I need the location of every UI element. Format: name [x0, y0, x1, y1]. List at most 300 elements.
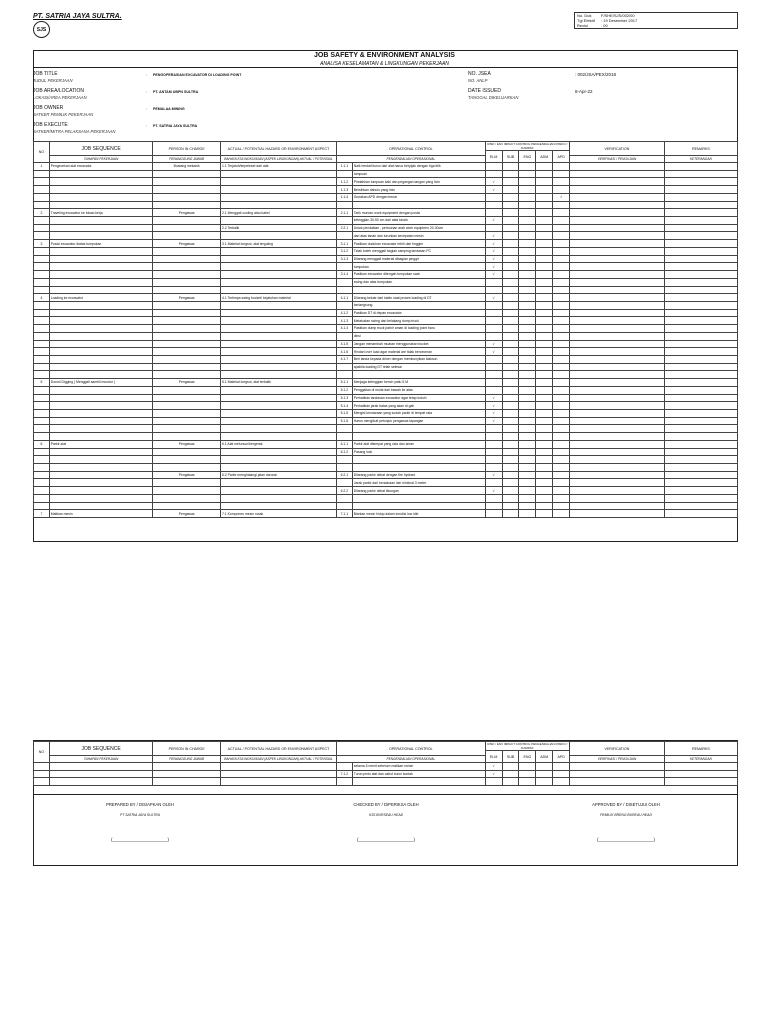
operational-control-cell: tumpukan [352, 263, 485, 271]
table-row [34, 487, 738, 495]
person-in-charge-cell [153, 433, 221, 441]
person-in-charge-cell [153, 425, 221, 433]
verification-cell [570, 271, 665, 279]
risk-mark-apd [553, 417, 570, 425]
risk-mark-apd [553, 217, 570, 225]
person-in-charge-cell [153, 371, 221, 379]
risk-mark-sub [502, 209, 519, 217]
control-number-cell [336, 763, 352, 771]
verification-cell [570, 209, 665, 217]
risk-mark-eng [519, 417, 536, 425]
hazard-cell [220, 402, 336, 410]
risk-mark-eng [519, 410, 536, 418]
row-number [34, 763, 50, 771]
header-risk-control: RISK / ENV IMPACT CONTROL PENGENDALIAN RISIKO / DAMPAK [485, 142, 569, 151]
risk-mark-eng [519, 348, 536, 356]
control-number-cell: 3.1.2 [336, 247, 352, 255]
row-number [34, 471, 50, 479]
risk-mark-adm [536, 232, 553, 240]
risk-mark-sub [502, 502, 519, 510]
verification-cell [570, 247, 665, 255]
risk-mark-adm [536, 271, 553, 279]
table-row [34, 425, 738, 433]
company-logo: SJS [33, 21, 50, 38]
hazard-cell [220, 479, 336, 487]
control-number-cell: 7.1.2 [336, 770, 352, 778]
jsea-number-label: NO. JSEA [468, 71, 491, 77]
risk-mark-eng [519, 178, 536, 186]
person-in-charge-cell [153, 340, 221, 348]
control-number-cell: 6.2.2 [336, 487, 352, 495]
hazard-cell [220, 433, 336, 441]
risk-mark-adm [536, 502, 553, 510]
hazard-cell [220, 278, 336, 286]
risk-mark-sub [502, 224, 519, 232]
control-number-cell [336, 363, 352, 371]
control-number-cell [336, 502, 352, 510]
verification-cell [570, 440, 665, 448]
operational-control-cell: dari atas tanah dan turunkan kecepatan mesin [352, 232, 485, 240]
remarks-cell [664, 487, 737, 495]
risk-mark-sub [502, 479, 519, 487]
risk-mark-sub [502, 271, 519, 279]
person-in-charge-cell [153, 186, 221, 194]
row-number [34, 363, 50, 371]
risk-mark-apd [553, 170, 570, 178]
risk-mark-apd [553, 394, 570, 402]
colon: : [146, 89, 148, 94]
doc-code-value: F/SHE/SJS/002/00 [601, 13, 635, 18]
risk-mark-elm: √ [485, 340, 502, 348]
checked-by-label: CHECKED BY / DIPERIKSA OLEH [353, 802, 419, 807]
risk-mark-apd [553, 247, 570, 255]
job-sequence-cell [49, 178, 153, 186]
remarks-cell [664, 232, 737, 240]
row-number: 1 [34, 163, 50, 171]
risk-mark-apd [553, 317, 570, 325]
control-number-cell [336, 425, 352, 433]
risk-mark-elm [485, 510, 502, 518]
control-number-cell: 1.1.1 [336, 163, 352, 171]
risk-mark-adm [536, 456, 553, 464]
risk-mark-adm [536, 255, 553, 263]
job-sequence-cell [49, 402, 153, 410]
table-row [34, 240, 738, 248]
risk-mark-apd [553, 386, 570, 394]
job-sequence-cell [49, 363, 153, 371]
row-number [34, 263, 50, 271]
control-number-cell: 6.1.1 [336, 440, 352, 448]
remarks-cell [664, 325, 737, 333]
risk-mark-apd [553, 224, 570, 232]
hazard-cell [220, 309, 336, 317]
hazard-cell [220, 217, 336, 225]
table-row [34, 294, 738, 302]
operational-control-cell: Menjaga ketinggian bench yaitu 5 M [352, 379, 485, 387]
row-number [34, 770, 50, 778]
table-row [34, 348, 738, 356]
person-in-charge-cell [153, 224, 221, 232]
job-sequence-cell: Posisi excavator diatas tumpukan [49, 240, 153, 248]
header-person-in-charge-id: PENANGGUNG JAWAB [153, 156, 221, 163]
doc-code-key: Tgl Efektif [577, 18, 595, 23]
document-code-box [574, 12, 738, 29]
person-in-charge-cell [153, 410, 221, 418]
risk-mark-sub [502, 193, 519, 201]
risk-mark-apd [553, 471, 570, 479]
remarks-cell [664, 309, 737, 317]
operational-control-cell: ketinggian 30-50 cm dari atas tanah [352, 217, 485, 225]
header-verification: VERIFICATION [570, 742, 665, 756]
row-number [34, 332, 50, 340]
job-sequence-cell [49, 317, 153, 325]
risk-mark-apd [553, 494, 570, 502]
verification-cell [570, 778, 665, 786]
person-in-charge-cell [153, 271, 221, 279]
risk-mark-elm [485, 170, 502, 178]
risk-mark-adm [536, 479, 553, 487]
risk-mark-sub [502, 332, 519, 340]
risk-mark-sub [502, 294, 519, 302]
control-number-cell [336, 479, 352, 487]
person-in-charge-cell [153, 317, 221, 325]
job-sequence-cell [49, 201, 153, 209]
risk-mark-adm [536, 301, 553, 309]
risk-mark-sub [502, 425, 519, 433]
risk-mark-apd [553, 178, 570, 186]
doc-code-key: Revisi [577, 23, 588, 28]
hazard-cell [220, 286, 336, 294]
execute-value: PT. SATRIA JAYA SULTRA [153, 124, 198, 128]
table-row [34, 510, 738, 518]
row-number [34, 494, 50, 502]
job-sequence-cell [49, 232, 153, 240]
person-in-charge-cell [153, 494, 221, 502]
risk-mark-sub [502, 247, 519, 255]
risk-mark-adm [536, 348, 553, 356]
risk-mark-sub [502, 440, 519, 448]
risk-mark-eng [519, 440, 536, 448]
person-in-charge-cell [153, 363, 221, 371]
risk-mark-elm [485, 379, 502, 387]
table-row [34, 770, 738, 778]
person-in-charge-cell [153, 178, 221, 186]
owner-label: JOB OWNER [33, 105, 64, 111]
control-number-cell [336, 286, 352, 294]
risk-mark-elm: √ [485, 178, 502, 186]
risk-mark-apd [553, 763, 570, 771]
operational-control-cell: Naik berdari/turun dari alat harus berpijak dengan tiga titik [352, 163, 485, 171]
risk-mark-adm [536, 325, 553, 333]
risk-mark-elm [485, 163, 502, 171]
verification-cell [570, 255, 665, 263]
row-number [34, 433, 50, 441]
job-sequence-cell [49, 479, 153, 487]
risk-mark-elm [485, 309, 502, 317]
verification-cell [570, 278, 665, 286]
table-header-row [34, 142, 738, 151]
table-row [34, 247, 738, 255]
execute-label: JOB EXECUTE [33, 122, 68, 128]
row-number [34, 386, 50, 394]
table-row [34, 309, 738, 317]
control-number-cell [336, 778, 352, 786]
header-operational-control: OPERATIONAL CONTROL [336, 742, 485, 756]
table-row [34, 217, 738, 225]
table-row [34, 448, 738, 456]
hazard-cell [220, 417, 336, 425]
job-sequence-cell [49, 471, 153, 479]
risk-mark-eng [519, 170, 536, 178]
risk-mark-apd [553, 456, 570, 464]
table-row [34, 456, 738, 464]
table-row [34, 386, 738, 394]
prepared-by-org: PT SATRIA JAYA SULTRA [119, 813, 161, 817]
control-number-cell: 1.1.3 [336, 186, 352, 194]
risk-mark-apd [553, 232, 570, 240]
risk-mark-apd [553, 464, 570, 472]
person-in-charge-cell [153, 417, 221, 425]
header-verification-id: VERIFIKASI / PENGUJIAN [570, 756, 665, 763]
risk-mark-elm [485, 325, 502, 333]
risk-mark-sub [502, 301, 519, 309]
table-row [34, 402, 738, 410]
operational-control-cell: Dilarang parkir dekat tikungan [352, 487, 485, 495]
operational-control-cell: Pastikan DT di depan excavator [352, 309, 485, 317]
job-title-value: PENGOPERASIAN EXCAVATOR DI LOADING POINT [153, 73, 242, 77]
risk-mark-adm [536, 355, 553, 363]
verification-cell [570, 178, 665, 186]
operational-control-cell: Jangan menambah muatan menggunakan bucket [352, 340, 485, 348]
risk-mark-adm [536, 201, 553, 209]
hazard-cell: 2.2 Terbalik [220, 224, 336, 232]
table-row [34, 417, 738, 425]
row-number [34, 186, 50, 194]
risk-mark-eng [519, 386, 536, 394]
header-risk-adm: ADM [536, 751, 553, 763]
risk-mark-elm: √ [485, 255, 502, 263]
verification-cell [570, 425, 665, 433]
company-name: PT. SATRIA JAYA SULTRA. [33, 13, 122, 20]
row-number [34, 487, 50, 495]
row-number [34, 178, 50, 186]
date-issued-label: DATE ISSUED [468, 88, 501, 94]
remarks-cell [664, 332, 737, 340]
verification-cell [570, 763, 665, 771]
control-number-cell [336, 201, 352, 209]
signature-divider [33, 794, 738, 795]
hazard-cell [220, 247, 336, 255]
hazard-cell [220, 186, 336, 194]
person-in-charge-cell [153, 325, 221, 333]
verification-cell [570, 487, 665, 495]
risk-mark-sub [502, 448, 519, 456]
risk-mark-elm [485, 278, 502, 286]
risk-mark-apd [553, 371, 570, 379]
remarks-cell [664, 355, 737, 363]
table-row [34, 379, 738, 387]
verification-cell [570, 309, 665, 317]
table-row [34, 186, 738, 194]
risk-mark-apd [553, 402, 570, 410]
header-no: NO [34, 742, 50, 763]
job-sequence-cell: Parkir alat [49, 440, 153, 448]
risk-mark-elm: √ [485, 247, 502, 255]
row-number [34, 255, 50, 263]
row-number: 5 [34, 379, 50, 387]
operational-control-cell [352, 494, 485, 502]
hazard-cell [220, 301, 336, 309]
operational-control-cell: Beri tanda kepada driver dengan membunyikan klakson [352, 355, 485, 363]
row-number [34, 201, 50, 209]
risk-mark-apd [553, 448, 570, 456]
risk-mark-eng [519, 317, 536, 325]
verification-cell [570, 201, 665, 209]
hazard-cell [220, 317, 336, 325]
colon: : [146, 123, 148, 128]
risk-mark-elm [485, 456, 502, 464]
hazard-cell: 1.1 Terjatuh/terpeleset dari alat [220, 163, 336, 171]
control-number-cell [336, 332, 352, 340]
table-row [34, 394, 738, 402]
table-row [34, 193, 738, 201]
table-row [34, 170, 738, 178]
risk-mark-adm [536, 193, 553, 201]
remarks-cell [664, 379, 737, 387]
hazard-cell [220, 386, 336, 394]
risk-mark-sub [502, 286, 519, 294]
remarks-cell [664, 163, 737, 171]
person-in-charge-cell [153, 348, 221, 356]
job-sequence-cell: Traveling excavator ke lokasi kerja [49, 209, 153, 217]
remarks-cell [664, 178, 737, 186]
risk-mark-adm [536, 494, 553, 502]
operational-control-cell: Parkir alat ditempat yang rata dan aman [352, 440, 485, 448]
risk-mark-elm: √ [485, 348, 502, 356]
risk-mark-sub [502, 317, 519, 325]
risk-mark-eng [519, 471, 536, 479]
control-number-cell: 4.1.3 [336, 317, 352, 325]
risk-mark-elm [485, 363, 502, 371]
table-row [34, 317, 738, 325]
hazard-cell: 2.1 Menggali cooling atau kabel [220, 209, 336, 217]
table-row [34, 355, 738, 363]
person-in-charge-cell: Pengawas [153, 379, 221, 387]
table-row [34, 278, 738, 286]
verification-cell [570, 163, 665, 171]
doc-code-value: : 19 Desember 2017 [601, 18, 638, 23]
table-row [34, 363, 738, 371]
risk-mark-apd [553, 410, 570, 418]
hazard-cell [220, 448, 336, 456]
risk-mark-eng [519, 394, 536, 402]
risk-mark-elm [485, 479, 502, 487]
operational-control-cell: Pastikan excavator ditengah tumpukan saat [352, 271, 485, 279]
risk-mark-apd [553, 163, 570, 171]
job-sequence-cell [49, 224, 153, 232]
operational-control-cell: Perhatikan landasan excavator agar tetap kokoh [352, 394, 485, 402]
row-number [34, 778, 50, 786]
risk-mark-eng [519, 778, 536, 786]
operational-control-cell: Turun pintu alat dan cabut kunci kontak [352, 770, 485, 778]
remarks-cell [664, 201, 737, 209]
verification-cell [570, 770, 665, 778]
verification-cell [570, 332, 665, 340]
row-number [34, 286, 50, 294]
verification-cell [570, 379, 665, 387]
table-row [34, 340, 738, 348]
risk-mark-sub [502, 494, 519, 502]
job-sequence-cell [49, 487, 153, 495]
person-in-charge-cell [153, 402, 221, 410]
risk-mark-sub [502, 410, 519, 418]
table-row [34, 178, 738, 186]
hazard-cell [220, 363, 336, 371]
operational-control-cell: Mengisi kendaraan yang sudah parkir di tempat rata [352, 410, 485, 418]
job-sequence-cell: Dorosl Digging ( Menggali sambil mundur ) [49, 379, 153, 387]
hazard-cell [220, 193, 336, 201]
operational-control-cell: Dilarang keluar dari kabin saat proses loading di DT [352, 294, 485, 302]
remarks-cell [664, 286, 737, 294]
row-number [34, 232, 50, 240]
operational-control-cell: Pastikan duduhan excavator lebih dari tingginr [352, 240, 485, 248]
row-number [34, 278, 50, 286]
risk-mark-adm [536, 410, 553, 418]
job-sequence-cell [49, 340, 153, 348]
risk-mark-apd [553, 286, 570, 294]
prepared-by-block [40, 802, 240, 842]
risk-mark-sub [502, 402, 519, 410]
person-in-charge-cell: Pengawas [153, 440, 221, 448]
table-header-row [34, 156, 738, 163]
operational-control-cell: Pastikan dump truck parkir aman di loading point baru [352, 325, 485, 333]
hazard-cell: 6.1 Alat meluncur/bergerak [220, 440, 336, 448]
risk-mark-adm [536, 309, 553, 317]
risk-mark-elm: √ [485, 402, 502, 410]
verification-cell [570, 363, 665, 371]
person-in-charge-cell [153, 201, 221, 209]
remarks-cell [664, 278, 737, 286]
risk-mark-elm [485, 440, 502, 448]
job-sequence-cell [49, 247, 153, 255]
risk-mark-eng [519, 464, 536, 472]
operational-control-cell [352, 201, 485, 209]
date-issued-label-id: TANGGAL DIKELUARKAN [468, 95, 519, 100]
risk-mark-apd [553, 355, 570, 363]
verification-cell [570, 394, 665, 402]
person-in-charge-cell [153, 487, 221, 495]
risk-mark-adm [536, 178, 553, 186]
table-row [34, 433, 738, 441]
risk-mark-sub [502, 217, 519, 225]
risk-mark-adm [536, 402, 553, 410]
header-risk-eng: ENG [519, 751, 536, 763]
person-in-charge-cell [153, 479, 221, 487]
jsea-table-continued [33, 741, 738, 786]
risk-mark-apd [553, 240, 570, 248]
risk-mark-apd [553, 770, 570, 778]
header-operational-control: OPERATIONAL CONTROL [336, 142, 485, 156]
hazard-cell [220, 232, 336, 240]
operational-control-cell: Pindahkan tumpuan kaki dan pegangan tangan yang licin [352, 178, 485, 186]
row-number [34, 394, 50, 402]
risk-mark-elm [485, 371, 502, 379]
risk-mark-eng [519, 325, 536, 333]
area-label-id: LOKASI/AREA PEKERJAAN [33, 95, 87, 100]
colon: : [146, 72, 148, 77]
row-number [34, 410, 50, 418]
remarks-cell [664, 186, 737, 194]
